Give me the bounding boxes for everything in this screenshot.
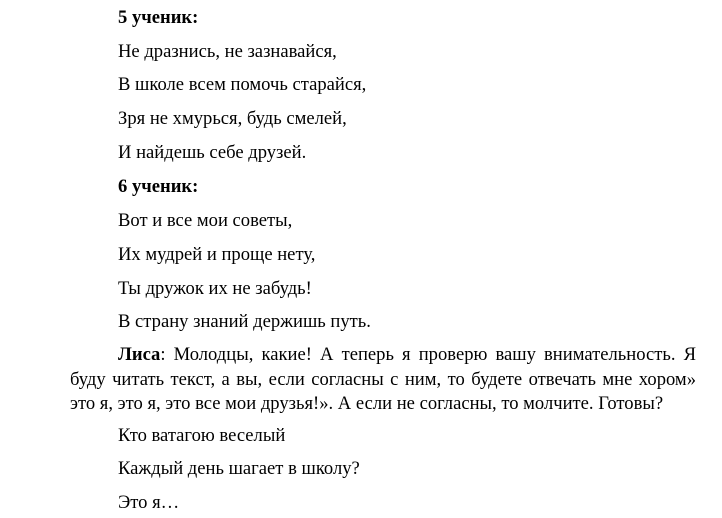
- poem-line: Вот и все мои советы,: [118, 210, 293, 231]
- fox-paragraph: [70, 343, 696, 417]
- quiz-line: Каждый день шагает в школу?: [118, 458, 360, 479]
- speaker-6: 6 ученик:: [118, 176, 199, 197]
- poem-line: И найдешь себе друзей.: [118, 142, 307, 163]
- fox-speaker: Лиса: [118, 344, 161, 365]
- poem-line: Ты дружок их не забудь!: [118, 278, 312, 299]
- poem-line: Их мудрей и проще нету,: [118, 244, 316, 265]
- poem-line: Не дразнись, не зазнавайся,: [118, 41, 337, 62]
- quiz-line: Это я…: [118, 492, 180, 513]
- quiz-line: Кто ватагою веселый: [118, 425, 286, 446]
- poem-line: Зря не хмурься, будь смелей,: [118, 108, 347, 129]
- speaker-5: 5 ученик:: [118, 7, 199, 28]
- poem-line: В школе всем помочь старайся,: [118, 74, 367, 95]
- fox-speech: : Молодцы, какие! А теперь я проверю вашу внимательность. Я буду читать текст, а вы, если согласны с ним, то будете отвечать мне хором» это я, это я, это все мои друзья!». А если не согласны, то молчите. Готовы?: [70, 344, 696, 414]
- poem-line: В страну знаний держишь путь.: [118, 311, 371, 332]
